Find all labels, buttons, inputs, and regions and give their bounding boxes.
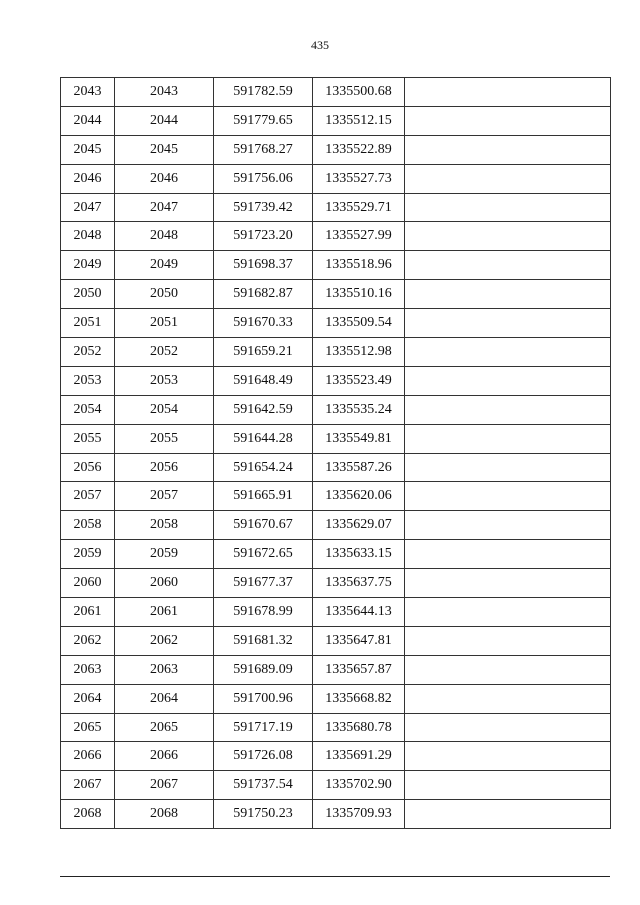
table-cell: 2058 [61, 511, 115, 540]
table-row [61, 626, 611, 655]
table-cell: 1335512.15 [313, 106, 405, 135]
table-cell: 591750.23 [214, 800, 313, 829]
table-cell: 591665.91 [214, 482, 313, 511]
table-cell: 2057 [61, 482, 115, 511]
table-cell: 591717.19 [214, 713, 313, 742]
table-cell [405, 338, 611, 367]
table-cell: 591670.67 [214, 511, 313, 540]
table-cell: 591756.06 [214, 164, 313, 193]
table-row [61, 193, 611, 222]
table-cell [405, 366, 611, 395]
table-cell: 591698.37 [214, 251, 313, 280]
table-row [61, 78, 611, 107]
table-cell [405, 222, 611, 251]
table-cell: 591723.20 [214, 222, 313, 251]
table-cell: 2045 [115, 135, 214, 164]
table-cell: 1335702.90 [313, 771, 405, 800]
table-cell: 1335535.24 [313, 395, 405, 424]
table-cell: 2049 [115, 251, 214, 280]
table-cell: 591654.24 [214, 453, 313, 482]
table-cell [405, 713, 611, 742]
table-cell: 1335527.73 [313, 164, 405, 193]
table-cell: 2045 [61, 135, 115, 164]
table-row [61, 366, 611, 395]
table-cell: 1335620.06 [313, 482, 405, 511]
table-row [61, 511, 611, 540]
table-cell: 591768.27 [214, 135, 313, 164]
table-cell: 2063 [61, 655, 115, 684]
table-row [61, 684, 611, 713]
table-cell: 2056 [115, 453, 214, 482]
table-cell: 591659.21 [214, 338, 313, 367]
table-cell: 591681.32 [214, 626, 313, 655]
table-cell: 2055 [61, 424, 115, 453]
table-cell: 2053 [61, 366, 115, 395]
table-cell [405, 742, 611, 771]
table-row [61, 424, 611, 453]
table-cell: 2067 [115, 771, 214, 800]
table-cell [405, 193, 611, 222]
table-cell: 591700.96 [214, 684, 313, 713]
table-row [61, 135, 611, 164]
table-cell: 2056 [61, 453, 115, 482]
table-cell: 1335512.98 [313, 338, 405, 367]
table-cell: 591677.37 [214, 569, 313, 598]
table-cell [405, 569, 611, 598]
table-cell: 1335509.54 [313, 309, 405, 338]
table-cell: 2061 [115, 598, 214, 627]
table-cell: 2065 [61, 713, 115, 742]
table-cell: 1335637.75 [313, 569, 405, 598]
table-cell [405, 280, 611, 309]
table-cell: 591672.65 [214, 540, 313, 569]
table-cell: 2060 [61, 569, 115, 598]
table-row [61, 482, 611, 511]
table-row [61, 395, 611, 424]
table-cell: 2059 [115, 540, 214, 569]
table-cell: 2047 [115, 193, 214, 222]
table-cell: 2054 [61, 395, 115, 424]
table-cell: 1335527.99 [313, 222, 405, 251]
table-cell [405, 626, 611, 655]
table-cell: 591682.87 [214, 280, 313, 309]
table-cell [405, 540, 611, 569]
table-cell: 2048 [115, 222, 214, 251]
table-cell [405, 78, 611, 107]
table-row [61, 338, 611, 367]
table-row [61, 771, 611, 800]
table-cell: 591670.33 [214, 309, 313, 338]
table-cell: 1335680.78 [313, 713, 405, 742]
table-row [61, 222, 611, 251]
table-cell: 2048 [61, 222, 115, 251]
table-cell: 591782.59 [214, 78, 313, 107]
table-cell: 591642.59 [214, 395, 313, 424]
table-cell [405, 771, 611, 800]
table-cell: 2052 [61, 338, 115, 367]
footer-rule [60, 876, 610, 877]
table-cell: 591689.09 [214, 655, 313, 684]
table-cell: 1335657.87 [313, 655, 405, 684]
table-cell: 1335529.71 [313, 193, 405, 222]
table-cell: 2050 [115, 280, 214, 309]
table-row [61, 655, 611, 684]
table-cell: 1335523.49 [313, 366, 405, 395]
table-cell: 591726.08 [214, 742, 313, 771]
table-cell [405, 684, 611, 713]
table-row [61, 106, 611, 135]
table-row [61, 713, 611, 742]
table-cell: 1335629.07 [313, 511, 405, 540]
table-cell: 2067 [61, 771, 115, 800]
table-cell: 2044 [61, 106, 115, 135]
table-cell: 2050 [61, 280, 115, 309]
table-cell [405, 164, 611, 193]
table-cell [405, 511, 611, 540]
table-cell: 2046 [115, 164, 214, 193]
table-row [61, 569, 611, 598]
table-cell: 1335644.13 [313, 598, 405, 627]
table-cell: 2058 [115, 511, 214, 540]
table-cell: 1335709.93 [313, 800, 405, 829]
page-number: 435 [311, 38, 329, 52]
table-cell: 2068 [115, 800, 214, 829]
table-cell: 591739.42 [214, 193, 313, 222]
table-cell: 2061 [61, 598, 115, 627]
table-cell [405, 482, 611, 511]
table-cell [405, 800, 611, 829]
table-cell: 1335647.81 [313, 626, 405, 655]
table-cell: 2051 [61, 309, 115, 338]
table-cell: 2062 [115, 626, 214, 655]
table-cell: 1335510.16 [313, 280, 405, 309]
table-cell [405, 598, 611, 627]
table-row [61, 598, 611, 627]
table-cell: 2047 [61, 193, 115, 222]
table-cell: 2043 [61, 78, 115, 107]
table-cell: 591648.49 [214, 366, 313, 395]
table-cell [405, 424, 611, 453]
table-cell [405, 251, 611, 280]
table-row [61, 280, 611, 309]
table-cell: 2060 [115, 569, 214, 598]
table-cell: 2062 [61, 626, 115, 655]
coordinate-table [60, 77, 611, 829]
table-row [61, 164, 611, 193]
table-cell: 2066 [115, 742, 214, 771]
table-cell [405, 453, 611, 482]
table-cell: 2044 [115, 106, 214, 135]
table-cell: 591737.54 [214, 771, 313, 800]
table-cell: 2065 [115, 713, 214, 742]
table-cell: 591678.99 [214, 598, 313, 627]
table-row [61, 309, 611, 338]
table-cell [405, 395, 611, 424]
table-row [61, 800, 611, 829]
table-cell: 2051 [115, 309, 214, 338]
table-cell: 1335668.82 [313, 684, 405, 713]
table-cell: 591779.65 [214, 106, 313, 135]
table-cell: 1335549.81 [313, 424, 405, 453]
table-cell: 591644.28 [214, 424, 313, 453]
table-cell: 2046 [61, 164, 115, 193]
table-cell: 2066 [61, 742, 115, 771]
table-cell: 1335691.29 [313, 742, 405, 771]
table-row [61, 540, 611, 569]
coordinate-table-body [61, 78, 611, 829]
table-cell: 2055 [115, 424, 214, 453]
table-cell [405, 106, 611, 135]
table-cell: 2053 [115, 366, 214, 395]
table-row [61, 453, 611, 482]
table-cell: 2059 [61, 540, 115, 569]
table-cell: 1335500.68 [313, 78, 405, 107]
table-cell: 2064 [115, 684, 214, 713]
table-row [61, 251, 611, 280]
table-row [61, 742, 611, 771]
table-cell: 2049 [61, 251, 115, 280]
table-cell: 2063 [115, 655, 214, 684]
table-cell: 2043 [115, 78, 214, 107]
table-cell: 2054 [115, 395, 214, 424]
table-cell: 2068 [61, 800, 115, 829]
table-cell: 1335518.96 [313, 251, 405, 280]
table-cell: 1335522.89 [313, 135, 405, 164]
table-cell: 1335587.26 [313, 453, 405, 482]
table-cell [405, 135, 611, 164]
table-cell [405, 309, 611, 338]
table-cell: 2064 [61, 684, 115, 713]
table-cell: 2057 [115, 482, 214, 511]
table-cell: 1335633.15 [313, 540, 405, 569]
table-cell: 2052 [115, 338, 214, 367]
table-cell [405, 655, 611, 684]
